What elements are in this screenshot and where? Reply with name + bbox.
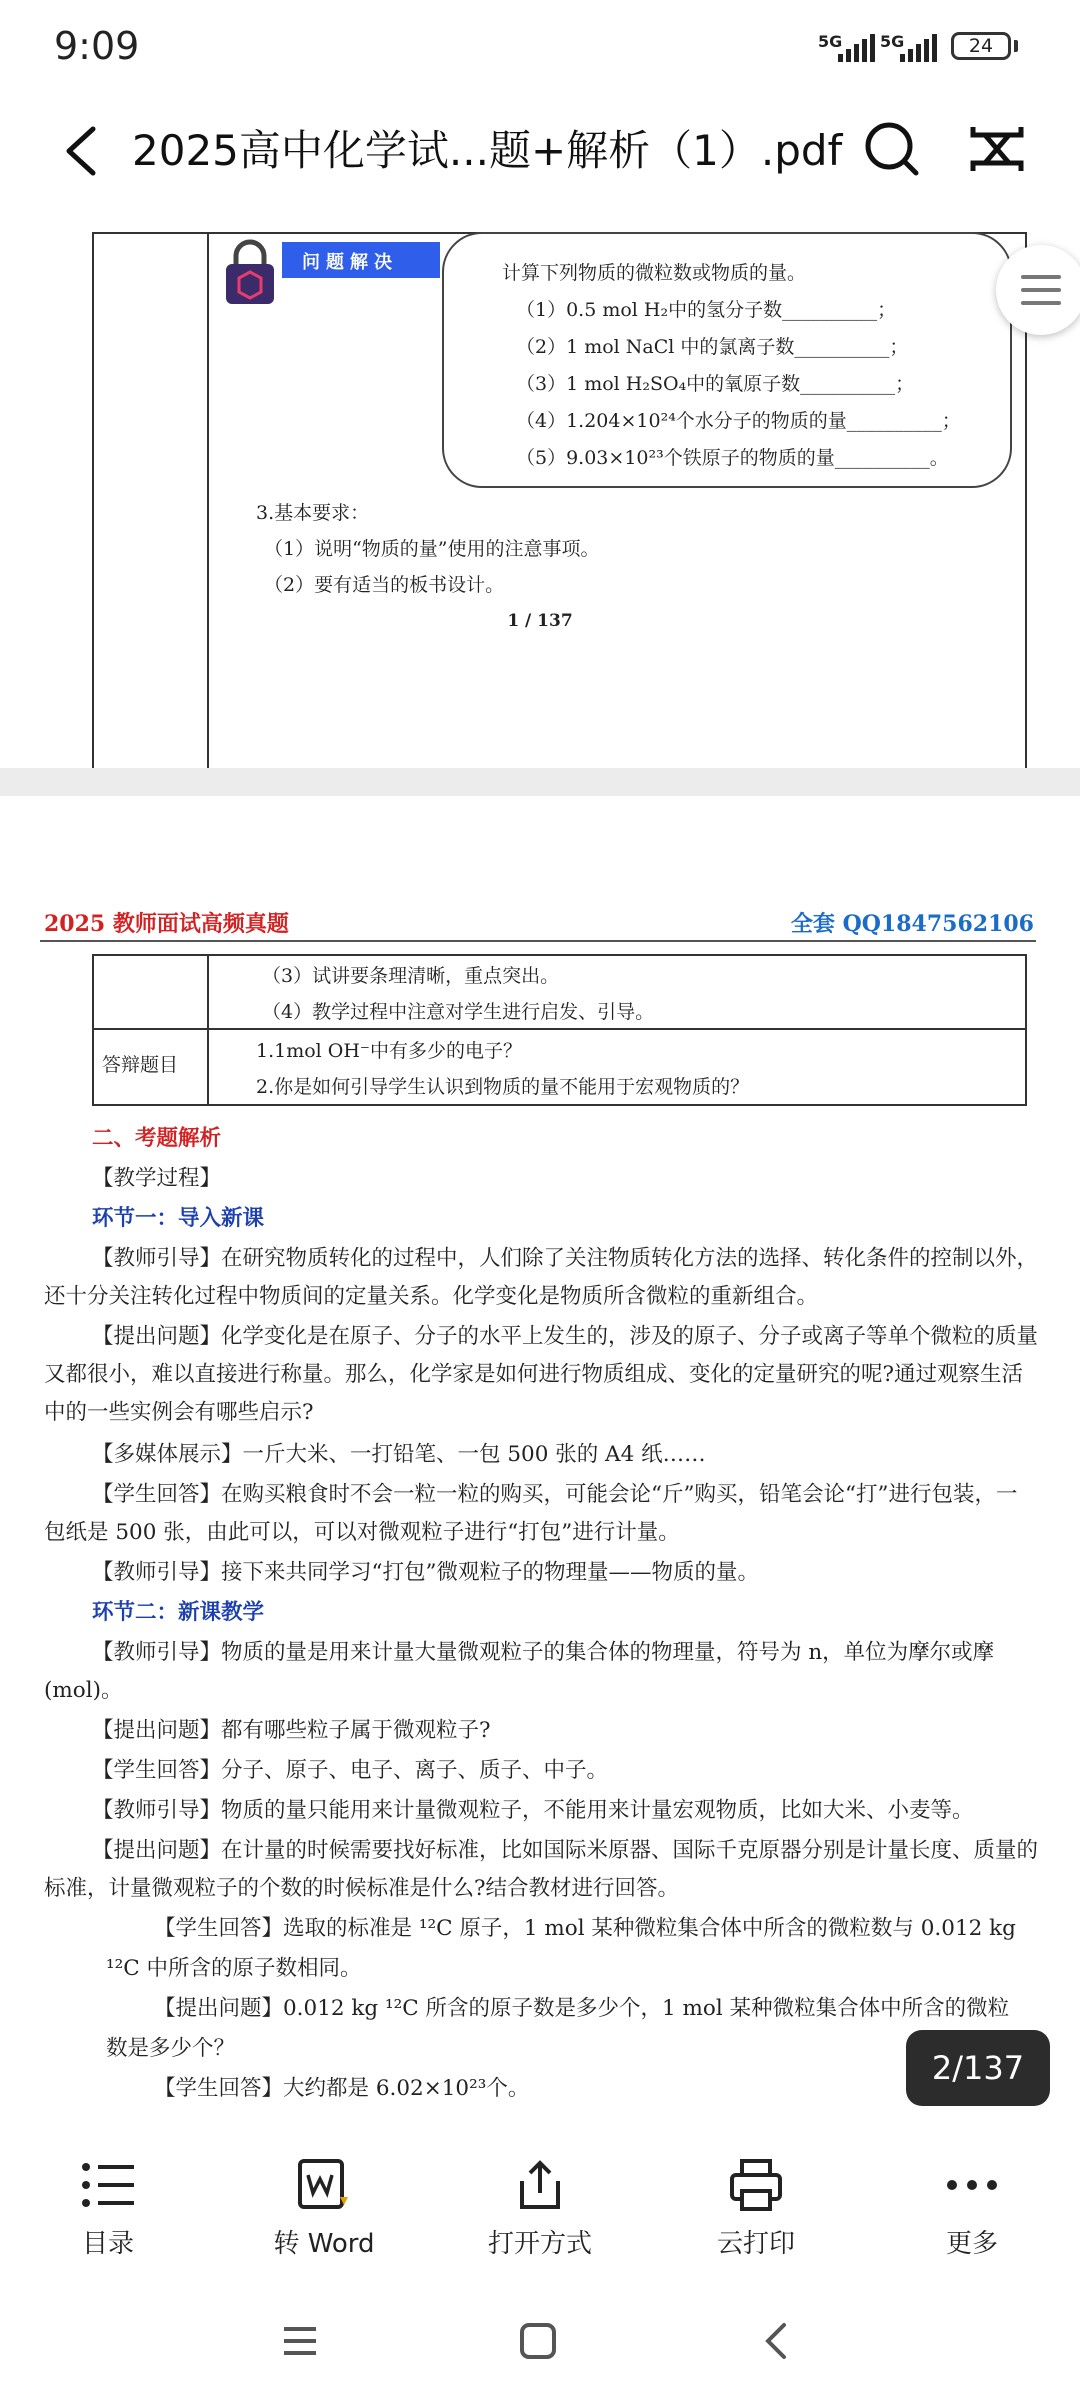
fullscreen-button[interactable]: [967, 119, 1027, 179]
paragraph: 【提出问题】化学变化是在原子、分子的水平上发生的，涉及的原子、分子或离子等单个微粒的质量又都很小，难以直接进行称量。那么，化学家是如何进行物质组成、变化的定量研究的呢?通过观察生活中的一些实例会有哪些启示?: [44, 1324, 1039, 1425]
home-button[interactable]: [518, 2321, 558, 2361]
paragraph: 【教师引导】接下来共同学习“打包”微观粒子的物理量——物质的量。: [92, 1560, 759, 1585]
page-footer-number: 1 / 137: [507, 611, 573, 631]
lock-icon: [222, 236, 278, 306]
question-line: （5）9.03×10²³个铁原子的物质的量__________。: [516, 447, 949, 469]
status-bar: [0, 0, 1080, 95]
battery-nub: [1014, 40, 1018, 52]
back-nav-button[interactable]: [756, 2321, 796, 2361]
cloud-print-button[interactable]: [676, 2157, 836, 2260]
paragraph: 【提出问题】在计量的时候需要找好标准，比如国际米原器、国际千克原器分别是计量长度、质量的标准，计量微观粒子的个数的时候标准是什么?结合教材进行回答。: [44, 1838, 1039, 1901]
question-line: （2）1 mol NaCl 中的氯离子数__________；: [516, 336, 909, 358]
subsection-title: 【教学过程】: [92, 1166, 222, 1191]
table-cell: 2.你是如何引导学生认识到物质的量不能用于宏观物质的？: [256, 1076, 750, 1098]
back-button[interactable]: [55, 121, 115, 181]
page-header-left: 2025 教师面试高频真题: [44, 911, 289, 937]
open-with-button[interactable]: [460, 2157, 620, 2260]
app-bar: [0, 95, 1080, 209]
menu-icon-line: [1021, 288, 1061, 292]
floating-menu-button[interactable]: [996, 245, 1080, 335]
paragraph: 【学生回答】大约都是 6.02×10²³个。: [154, 2076, 530, 2101]
toc-label: 目录: [81, 2229, 134, 2259]
open-with-label: 打开方式: [487, 2229, 592, 2259]
document-title: 2025高中化学试...题+解析（1）.pdf: [132, 126, 843, 175]
table-divider: [207, 234, 209, 768]
cloud-print-label: 云打印: [716, 2229, 795, 2259]
sim2-label: 5G: [880, 32, 905, 51]
status-time: 9:09: [54, 24, 140, 68]
sim1-label: 5G: [818, 32, 843, 51]
paragraph: 【学生回答】在购买粮食时不会一粒一粒的购买，可能会论“斤”购买，铅笔会论“打”进行包装，一包纸是 500 张，由此可以，可以对微观粒子进行“打包”进行计量。: [44, 1482, 1018, 1545]
header-rule: [40, 940, 1036, 942]
paragraph: ¹²C 中所含的原子数相同。: [106, 1956, 362, 1981]
paragraph: 【教师引导】在研究物质转化的过程中，人们除了关注物质转化方法的选择、转化条件的控制以外，还十分关注转化过程中物质间的定量关系。化学变化是物质所含微粒的重新组合。: [44, 1246, 1039, 1309]
table-row-label: 答辩题目: [102, 1054, 179, 1076]
pdf-page-1[interactable]: [0, 208, 1080, 768]
badge-label: 问题解决: [302, 252, 398, 273]
signal-icon: [838, 34, 875, 62]
list-icon: [78, 2157, 138, 2213]
requirement-item: （2）要有适当的板书设计。: [264, 574, 505, 596]
table-cell: （4）教学过程中注意对学生进行启发、引导。: [262, 1001, 655, 1023]
printer-icon: [726, 2157, 786, 2213]
search-icon: [862, 119, 922, 179]
question-line: （4）1.204×10²⁴个水分子的物质的量__________；: [516, 410, 961, 432]
signal-icon-2: [900, 34, 937, 62]
to-word-button[interactable]: [244, 2157, 404, 2260]
paragraph: 【教师引导】物质的量是用来计量大量微观粒子的集合体的物理量，符号为 n，单位为摩尔或摩(mol)。: [44, 1640, 995, 1703]
menu-icon-line: [1021, 301, 1061, 305]
question-line: （1）0.5 mol H₂中的氢分子数__________；: [516, 299, 897, 321]
more-icon: [942, 2157, 1002, 2213]
more-button[interactable]: [892, 2157, 1052, 2260]
question-line: 计算下列物质的微粒数或物质的量。: [502, 262, 807, 284]
to-word-label: 转 Word: [273, 2229, 375, 2259]
step-title: 环节二：新课教学: [92, 1600, 265, 1625]
paragraph: 【提出问题】0.012 kg ¹²C 所含的原子数是多少个，1 mol 某种微粒集合体中所含的微粒: [154, 1996, 1010, 2021]
page-header-right: 全套 QQ1847562106: [790, 911, 1034, 937]
share-icon: [510, 2157, 570, 2213]
chevron-left-icon: [55, 121, 115, 181]
paragraph: 【提出问题】都有哪些粒子属于微观粒子?: [92, 1718, 491, 1743]
search-button[interactable]: [862, 119, 922, 179]
page-indicator: 2/137: [906, 2030, 1050, 2106]
expand-icon: [967, 119, 1027, 179]
paragraph: 数是多少个？: [106, 2036, 236, 2061]
paragraph: 【学生回答】选取的标准是 ¹²C 原子，1 mol 某种微粒集合体中所含的微粒数与 0.012 kg: [154, 1916, 1016, 1941]
battery-icon: 24: [951, 32, 1011, 60]
table-divider: [207, 956, 209, 1104]
table-cell: （3）试讲要条理清晰，重点突出。: [262, 965, 560, 987]
table-row-divider: [94, 1028, 1025, 1030]
paragraph: 【学生回答】分子、原子、电子、离子、质子、中子。: [92, 1758, 609, 1783]
word-convert-icon: [294, 2157, 354, 2213]
recent-apps-button[interactable]: [280, 2321, 320, 2361]
step-title: 环节一：导入新课: [92, 1206, 265, 1231]
table-cell: 1.1mol OH⁻中有多少的电子？: [256, 1040, 522, 1062]
pdf-page-2[interactable]: [0, 796, 1080, 2141]
menu-icon-line: [1021, 275, 1061, 279]
requirement-heading: 3.基本要求：: [256, 502, 370, 524]
question-line: （3）1 mol H₂SO₄中的氧原子数__________；: [516, 373, 915, 395]
paragraph: 【多媒体展示】一斤大米、一打铅笔、一包 500 张的 A4 纸……: [92, 1442, 706, 1467]
requirement-item: （1）说明“物质的量”使用的注意事项。: [264, 538, 600, 560]
system-nav-bar: [0, 2291, 1080, 2401]
section-title: 二、考题解析: [92, 1126, 222, 1151]
more-label: 更多: [945, 2229, 998, 2259]
paragraph: 【教师引导】物质的量只能用来计量微观粒子，不能用来计量宏观物质，比如大米、小麦等。: [92, 1798, 974, 1823]
bottom-toolbar: [0, 2141, 1080, 2291]
toc-button[interactable]: [28, 2157, 188, 2260]
problem-badge: [282, 242, 440, 278]
